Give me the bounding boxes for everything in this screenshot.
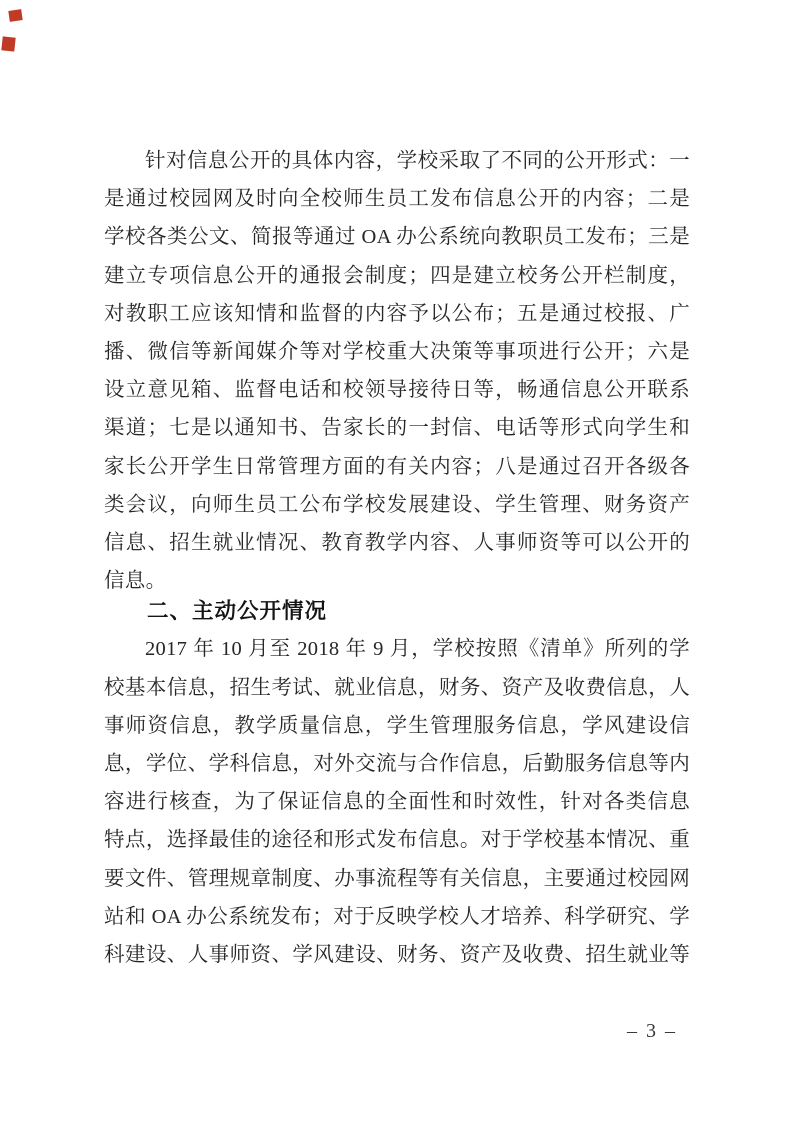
text-line: 特点，选择最佳的途径和形式发布信息。对于学校基本情况、重: [104, 829, 690, 852]
text-line: 渠道；七是以通知书、告家长的一封信、电话等形式向学生和: [104, 417, 690, 440]
text-line: 类会议，向师生员工公布学校发展建设、学生管理、财务资产: [104, 493, 690, 516]
text-line: 信息、招生就业情况、教育教学内容、人事师资等可以公开的: [104, 531, 690, 554]
section-heading: 二、主动公开情况: [147, 599, 328, 624]
text-line: 针对信息公开的具体内容，学校采取了不同的公开形式：一: [145, 150, 690, 172]
text-line: 是通过校园网及时向全校师生员工发布信息公开的内容；二是: [104, 188, 690, 211]
text-line: 要文件、管理规章制度、办事流程等有关信息，主要通过校园网: [104, 867, 690, 890]
text-line: 对教职工应该知情和监督的内容予以公布；五是通过校报、广: [104, 302, 690, 325]
red-scan-mark: [1, 36, 15, 51]
text-line: 播、微信等新闻媒介等对学校重大决策等事项进行公开；六是: [104, 340, 690, 363]
text-line: 学校各类公文、简报等通过 OA 办公系统向教职员工发布；三是: [104, 226, 690, 249]
text-line: 事师资信息，教学质量信息，学生管理服务信息，学风建设信: [104, 714, 690, 737]
red-scan-mark: [8, 9, 22, 22]
text-line: 设立意见箱、监督电话和校领导接待日等，畅通信息公开联系: [104, 379, 690, 402]
text-line: 息，学位、学科信息，对外交流与合作信息，后勤服务信息等内: [104, 753, 690, 775]
text-line: 站和 OA 办公系统发布；对于反映学校人才培养、科学研究、学: [104, 905, 690, 928]
page-number: – 3 –: [627, 1020, 677, 1042]
paragraph-active-disclosure: [104, 630, 690, 974]
text-line: 家长公开学生日常管理方面的有关内容；八是通过召开各级各: [104, 455, 690, 478]
text-line: 科建设、人事师资、学风建设、财务、资产及收费、招生就业等: [104, 943, 690, 966]
text-line: 建立专项信息公开的通报会制度；四是建立校务公开栏制度，: [104, 264, 690, 287]
text-line: 校基本信息，招生考试、就业信息，财务、资产及收费信息，人: [104, 676, 690, 699]
text-line: 容进行核查，为了保证信息的全面性和时效性，针对各类信息: [104, 791, 690, 814]
text-line: 信息。: [104, 570, 167, 593]
document-body: [104, 142, 690, 974]
text-line: 2017 年 10 月至 2018 年 9 月，学校按照《清单》所列的学: [145, 638, 690, 661]
paragraph-disclosure-forms: [104, 142, 690, 600]
